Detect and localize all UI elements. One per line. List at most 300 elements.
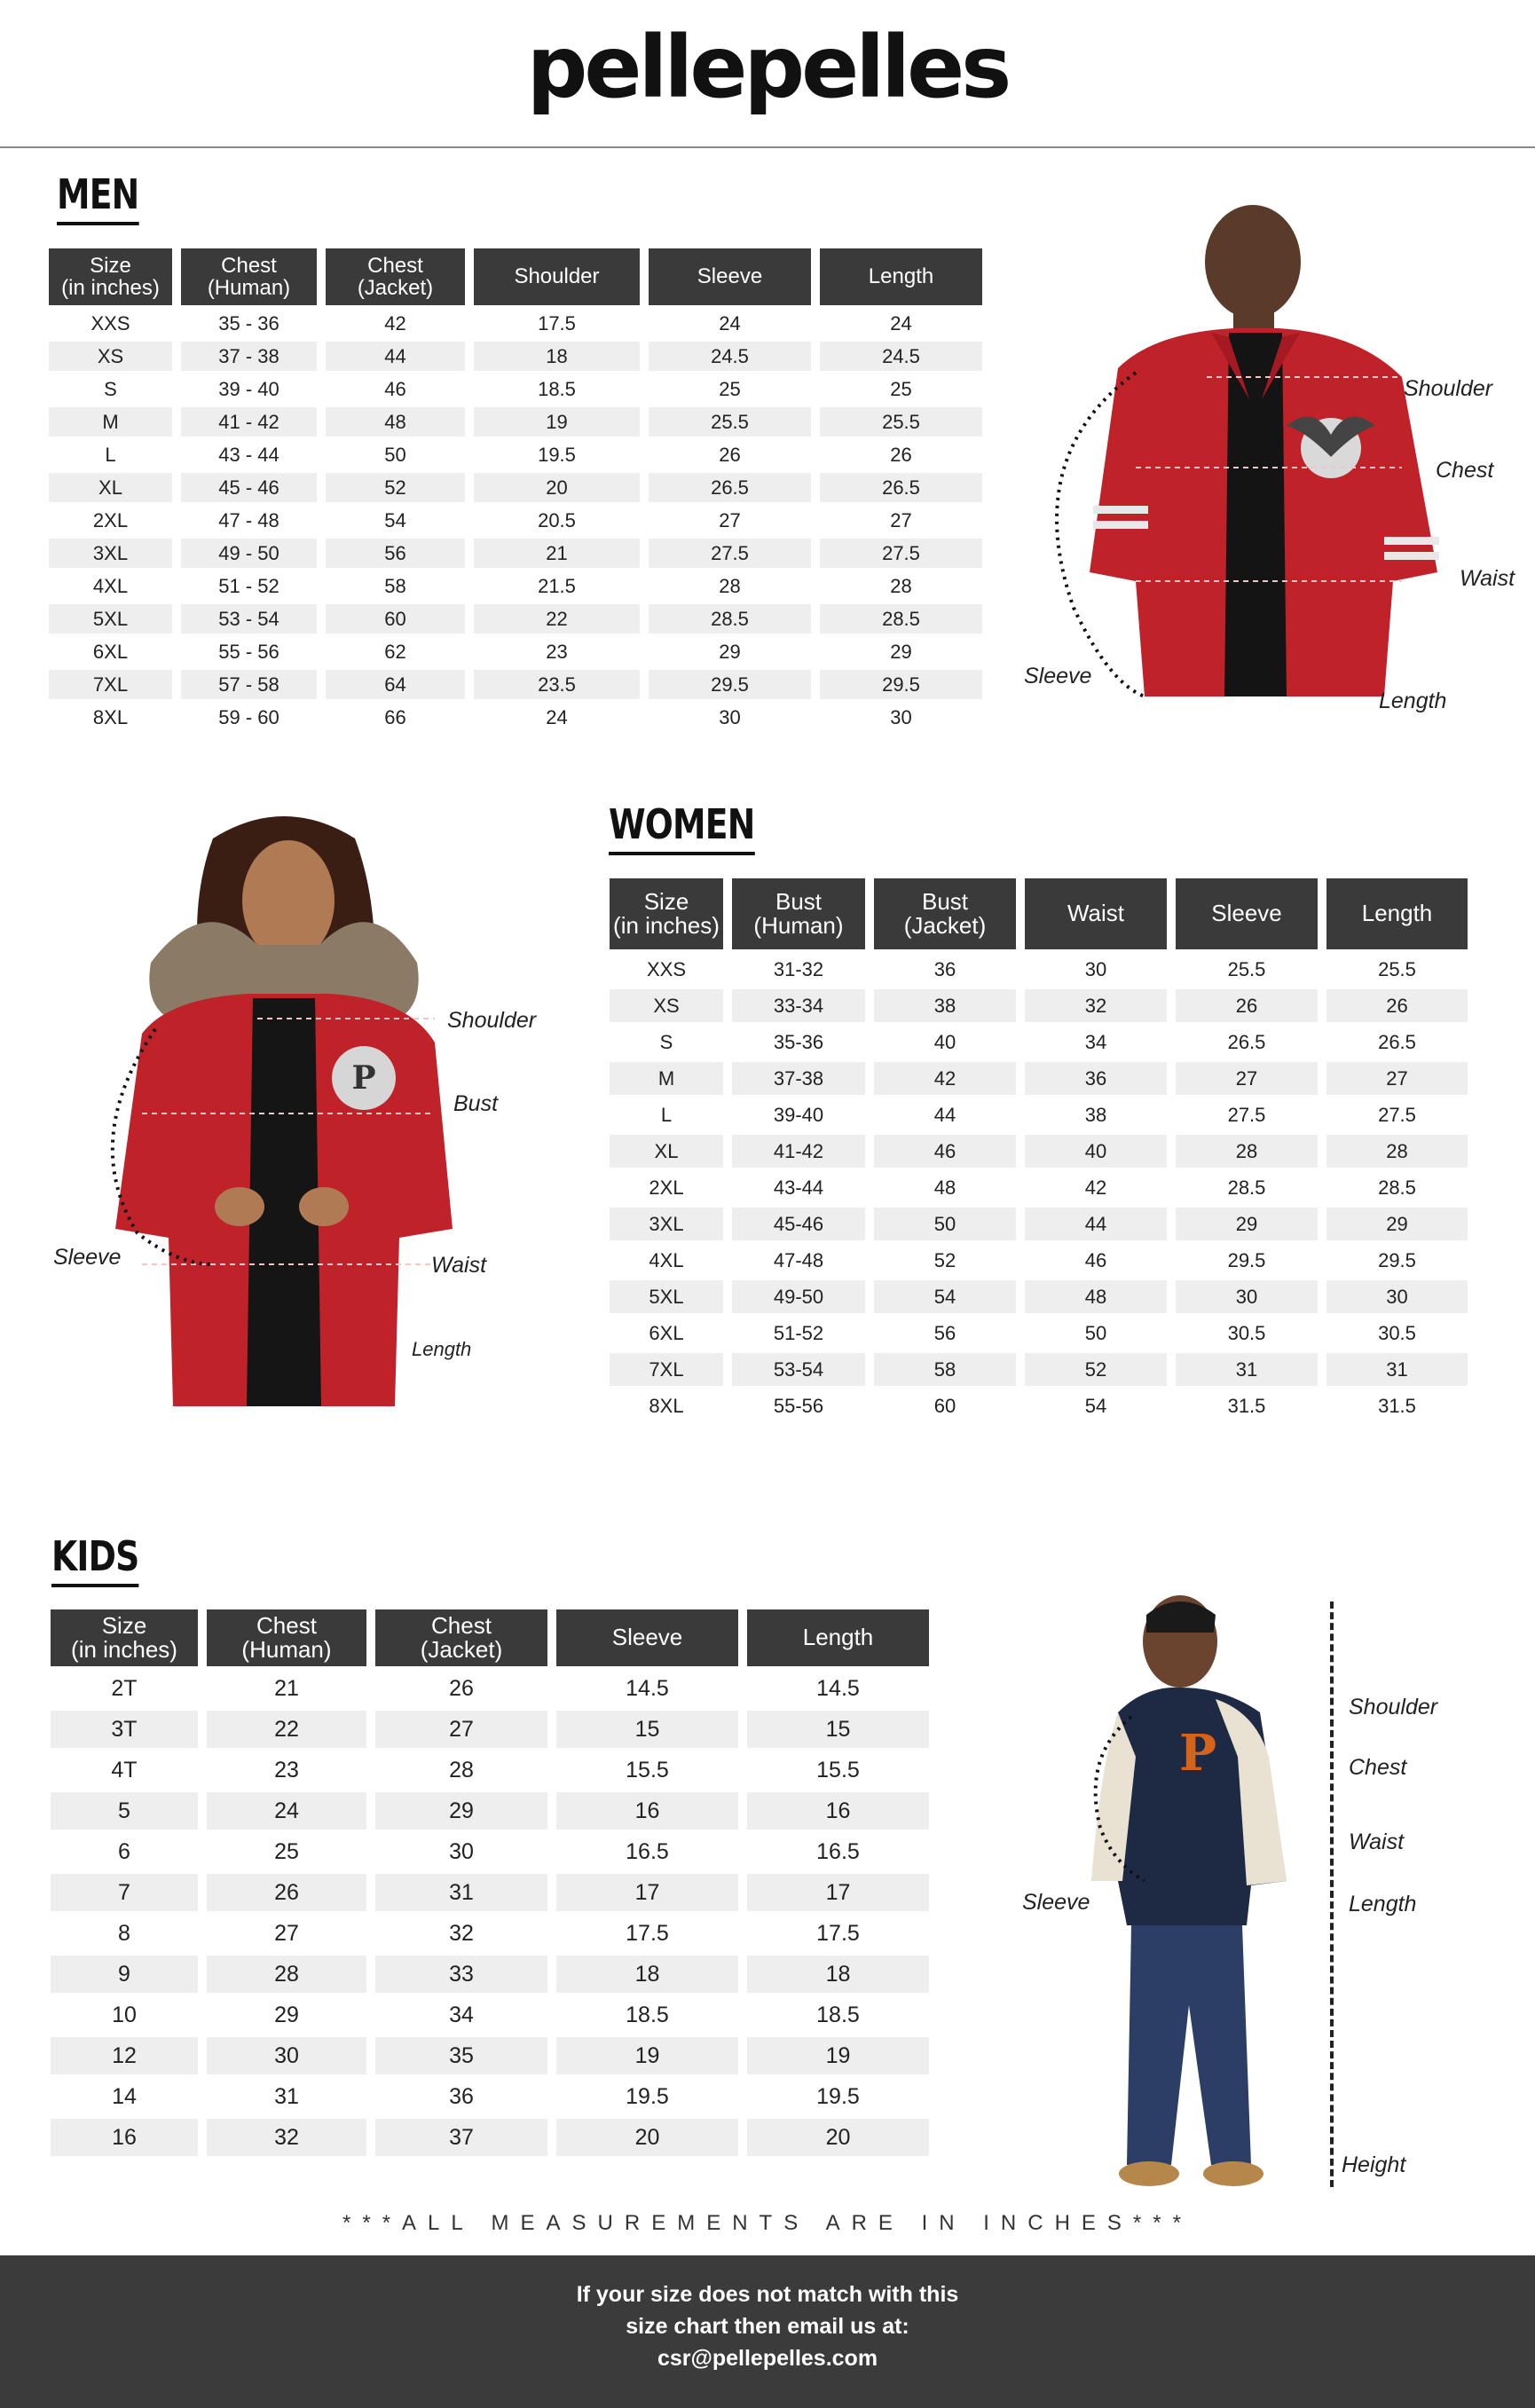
table-cell: 30 <box>719 705 741 728</box>
table-cell: 30 <box>1084 957 1107 980</box>
table-cell: 51-52 <box>773 1321 824 1344</box>
men-column-header: Chest (Human) <box>181 248 317 305</box>
table-cell: 20.5 <box>538 508 576 531</box>
table-cell: 17.5 <box>626 1920 669 1946</box>
table-cell: 5XL <box>49 604 172 633</box>
table-cell: 29 <box>1326 1208 1468 1240</box>
table-cell: 6XL <box>649 1321 684 1344</box>
men-label-shoulder: Shoulder <box>1404 376 1493 401</box>
women-model-photo <box>89 803 497 1415</box>
table-cell: 10 <box>112 2002 137 2027</box>
women-title-text: WOMEN <box>609 800 755 848</box>
table-cell: 30 <box>449 1838 474 1864</box>
table-cell: 6 <box>118 1838 130 1864</box>
kids-label-shoulder: Shoulder <box>1349 1695 1438 1719</box>
table-cell: 16.5 <box>816 1838 860 1864</box>
table-row <box>51 1670 929 1707</box>
table-cell: 56 <box>933 1321 956 1344</box>
men-title-text: MEN <box>57 170 139 218</box>
table-cell: 38 <box>1084 1103 1107 1126</box>
table-cell: 25.5 <box>1378 957 1416 980</box>
table-cell: 51 - 52 <box>218 574 279 597</box>
table-cell: 49 - 50 <box>181 539 317 568</box>
kids-jacket-illustration <box>1065 1588 1349 2192</box>
kids-model-photo <box>1065 1588 1349 2192</box>
table-cell: 20 <box>747 2119 929 2156</box>
table-cell: 24 <box>546 705 568 728</box>
table-cell: 21 <box>474 539 640 568</box>
table-cell: 31 <box>274 2083 299 2109</box>
table-cell: 25 <box>719 377 741 400</box>
table-cell: 26 <box>207 1874 366 1911</box>
table-row <box>610 1317 1468 1350</box>
table-cell: 30 <box>1326 1280 1468 1313</box>
table-cell: 8 <box>118 1920 130 1946</box>
table-cell: 44 <box>933 1103 956 1126</box>
table-row <box>49 670 982 699</box>
table-cell: 21 <box>274 1675 299 1701</box>
women-header-row <box>610 878 1468 949</box>
kids-label-length: Length <box>1349 1892 1417 1916</box>
table-row <box>610 1135 1468 1168</box>
table-cell: 17.5 <box>816 1920 860 1946</box>
table-cell: 29 <box>719 640 741 663</box>
table-row <box>49 539 982 568</box>
table-cell: 25.5 <box>649 407 811 437</box>
table-cell: XL <box>610 1135 723 1168</box>
table-cell: 3XL <box>49 539 172 568</box>
table-cell: 14 <box>112 2083 137 2109</box>
table-cell: 30 <box>890 705 912 728</box>
table-cell: 28 <box>449 1757 474 1782</box>
table-cell: 7 <box>51 1874 198 1911</box>
table-row <box>51 2119 929 2156</box>
table-cell: 38 <box>874 989 1016 1022</box>
table-cell: 56 <box>326 539 465 568</box>
table-cell: 52 <box>326 473 465 502</box>
table-cell: 23.5 <box>474 670 640 699</box>
table-cell: S <box>104 377 117 400</box>
table-cell: 33 <box>375 1956 547 1993</box>
table-cell: 7XL <box>610 1353 723 1386</box>
table-cell: 27 <box>890 508 912 531</box>
table-cell: 40 <box>933 1030 956 1053</box>
table-cell: S <box>659 1030 673 1053</box>
table-cell: 58 <box>384 574 406 597</box>
table-cell: 24.5 <box>820 342 982 371</box>
table-cell: 29.5 <box>1227 1248 1266 1271</box>
table-cell: 20 <box>556 2119 738 2156</box>
table-cell: 53-54 <box>732 1353 865 1386</box>
men-column-header: Shoulder <box>474 248 640 305</box>
table-cell: 45 - 46 <box>181 473 317 502</box>
men-column-header: Size (in inches) <box>49 248 172 305</box>
women-label-bust: Bust <box>453 1091 499 1116</box>
table-row <box>51 2037 929 2074</box>
table-cell: 18 <box>474 342 640 371</box>
table-cell: 64 <box>326 670 465 699</box>
kids-title-underline <box>51 1584 138 1587</box>
men-title-underline <box>57 222 138 225</box>
table-row <box>51 1833 929 1870</box>
table-cell: 15 <box>556 1711 738 1748</box>
table-cell: 57 - 58 <box>181 670 317 699</box>
table-cell: 26.5 <box>649 473 811 502</box>
table-cell: 28.5 <box>649 604 811 633</box>
table-row <box>49 506 982 535</box>
table-cell: L <box>660 1103 673 1126</box>
table-row <box>610 1026 1468 1058</box>
kids-title-text: KIDS <box>51 1532 139 1580</box>
table-cell: 41 - 42 <box>181 407 317 437</box>
table-cell: 4XL <box>649 1248 684 1271</box>
table-row <box>610 1171 1468 1204</box>
table-cell: 26 <box>719 443 741 466</box>
women-column-header: Sleeve <box>1176 878 1318 949</box>
table-cell: 2XL <box>92 508 129 531</box>
women-column-header: Size (in inches) <box>610 878 723 949</box>
table-cell: 26 <box>1176 989 1318 1022</box>
table-cell: 39 - 40 <box>218 377 279 400</box>
table-cell: 8XL <box>649 1394 684 1417</box>
men-column-header: Length <box>820 248 982 305</box>
kids-label-height: Height <box>1342 2152 1406 2177</box>
kids-label-chest: Chest <box>1349 1755 1407 1780</box>
table-cell: 50 <box>384 443 406 466</box>
table-cell: 59 - 60 <box>218 705 279 728</box>
table-cell: 15.5 <box>626 1757 669 1782</box>
table-cell: 28 <box>719 574 741 597</box>
table-cell: 54 <box>1084 1394 1107 1417</box>
table-cell: 40 <box>1025 1135 1167 1168</box>
kids-size-table <box>42 1606 938 2160</box>
table-cell: 27.5 <box>820 539 982 568</box>
men-label-waist: Waist <box>1460 566 1515 591</box>
men-label-sleeve: Sleeve <box>1024 664 1092 689</box>
table-cell: M <box>49 407 172 437</box>
table-cell: 27 <box>375 1711 547 1748</box>
women-size-table <box>601 875 1476 1426</box>
table-cell: 58 <box>874 1353 1016 1386</box>
table-cell: M <box>610 1062 723 1095</box>
table-cell: 26.5 <box>820 473 982 502</box>
table-row <box>49 309 982 338</box>
table-cell: 28 <box>1176 1135 1318 1168</box>
table-cell: 49-50 <box>732 1280 865 1313</box>
table-cell: 17 <box>747 1874 929 1911</box>
table-cell: 17.5 <box>538 311 576 334</box>
men-section-title <box>57 170 138 218</box>
page-header <box>0 0 1535 148</box>
table-cell: 27.5 <box>649 539 811 568</box>
kids-header-row <box>51 1609 929 1666</box>
table-row <box>49 703 982 732</box>
table-cell: 31-32 <box>773 957 824 980</box>
women-label-sleeve: Sleeve <box>53 1245 122 1270</box>
table-cell: 18 <box>747 1956 929 1993</box>
table-cell: 29 <box>375 1792 547 1830</box>
table-cell: 17 <box>556 1874 738 1911</box>
table-cell: 28.5 <box>820 604 982 633</box>
table-row <box>610 953 1468 986</box>
table-cell: 47 - 48 <box>218 508 279 531</box>
table-cell: 42 <box>874 1062 1016 1095</box>
table-cell: 25.5 <box>1227 957 1266 980</box>
table-cell: 35-36 <box>773 1030 824 1053</box>
table-cell: 32 <box>1025 989 1167 1022</box>
table-cell: 55 - 56 <box>218 640 279 663</box>
table-cell: 3T <box>51 1711 198 1748</box>
table-cell: 14.5 <box>626 1675 669 1701</box>
table-cell: 9 <box>51 1956 198 1993</box>
table-cell: 31.5 <box>1227 1394 1266 1417</box>
table-cell: 25.5 <box>820 407 982 437</box>
table-cell: 48 <box>933 1176 956 1199</box>
table-cell: 26.5 <box>1378 1030 1416 1053</box>
women-label-shoulder: Shoulder <box>447 1008 537 1033</box>
table-row <box>49 374 982 404</box>
table-cell: L <box>105 443 116 466</box>
table-cell: 62 <box>384 640 406 663</box>
table-cell: 19 <box>556 2037 738 2074</box>
table-cell: 37 - 38 <box>181 342 317 371</box>
table-cell: 12 <box>51 2037 198 2074</box>
table-cell: 18.5 <box>538 377 576 400</box>
kids-section-title <box>51 1532 138 1580</box>
table-cell: 43-44 <box>773 1176 824 1199</box>
women-column-header: Bust (Human) <box>732 878 865 949</box>
table-cell: 29.5 <box>1378 1248 1416 1271</box>
table-cell: 37-38 <box>732 1062 865 1095</box>
contact-footer <box>0 2255 1535 2408</box>
table-cell: 19.5 <box>816 2083 860 2109</box>
table-row <box>51 1996 929 2034</box>
kids-label-waist: Waist <box>1349 1830 1405 1854</box>
table-row <box>49 440 982 469</box>
table-cell: 19.5 <box>626 2083 669 2109</box>
footer-email-link[interactable]: csr@pellepelles.com <box>657 2346 878 2371</box>
table-row <box>610 1062 1468 1095</box>
table-cell: 45-46 <box>732 1208 865 1240</box>
women-title-underline <box>609 852 754 855</box>
table-row <box>49 604 982 633</box>
table-cell: 22 <box>474 604 640 633</box>
table-cell: 37 <box>375 2119 547 2156</box>
table-cell: 31 <box>1176 1353 1318 1386</box>
table-cell: 48 <box>326 407 465 437</box>
table-cell: 27 <box>1176 1062 1318 1095</box>
women-column-header: Length <box>1326 878 1468 949</box>
table-cell: 27 <box>274 1920 299 1946</box>
table-cell: 19 <box>747 2037 929 2074</box>
table-cell: 24 <box>719 311 741 334</box>
table-cell: 24.5 <box>649 342 811 371</box>
women-column-header: Bust (Jacket) <box>874 878 1016 949</box>
table-cell: 47-48 <box>773 1248 824 1271</box>
table-cell: XL <box>49 473 172 502</box>
table-cell: 18 <box>556 1956 738 1993</box>
table-cell: 30 <box>207 2037 366 2074</box>
table-cell: 15 <box>747 1711 929 1748</box>
table-cell: 30 <box>1176 1280 1318 1313</box>
table-row <box>610 1208 1468 1240</box>
table-cell: XXS <box>646 957 687 980</box>
table-cell: 29.5 <box>649 670 811 699</box>
table-cell: 29.5 <box>820 670 982 699</box>
table-cell: 36 <box>1025 1062 1167 1095</box>
table-row <box>51 1915 929 1952</box>
table-cell: 2T <box>111 1675 138 1701</box>
women-section-title <box>609 800 754 848</box>
table-cell: 46 <box>874 1135 1016 1168</box>
table-cell: XXS <box>91 311 130 334</box>
table-cell: 2XL <box>649 1176 684 1199</box>
table-cell: 46 <box>1084 1248 1107 1271</box>
table-cell: 4T <box>111 1757 138 1782</box>
svg-text:P: P <box>351 1059 376 1097</box>
table-cell: XS <box>49 342 172 371</box>
footer-line-2: size chart then email us at: <box>626 2314 909 2339</box>
table-cell: 26 <box>449 1675 474 1701</box>
table-cell: 28.5 <box>1227 1176 1266 1199</box>
table-cell: 35 <box>375 2037 547 2074</box>
table-row <box>610 1280 1468 1313</box>
table-row <box>49 407 982 437</box>
men-column-header: Sleeve <box>649 248 811 305</box>
table-cell: 34 <box>449 2002 474 2027</box>
table-row <box>51 1956 929 1993</box>
table-cell: 19 <box>474 407 640 437</box>
table-cell: 21.5 <box>538 574 576 597</box>
kids-column-header: Length <box>747 1609 929 1666</box>
table-cell: 4XL <box>92 574 129 597</box>
table-cell: 22 <box>207 1711 366 1748</box>
table-cell: 30.5 <box>1378 1321 1416 1344</box>
table-cell: 18.5 <box>626 2002 669 2027</box>
measurement-footnote: ***ALL MEASUREMENTS ARE IN INCHES*** <box>342 2211 1193 2235</box>
table-row <box>610 1098 1468 1131</box>
brand-logo: pellepelles <box>526 18 1009 117</box>
table-cell: 60 <box>326 604 465 633</box>
table-row <box>51 1751 929 1789</box>
svg-text:P: P <box>1178 1724 1217 1782</box>
table-cell: 16 <box>51 2119 198 2156</box>
table-cell: 28 <box>890 574 912 597</box>
table-cell: 46 <box>384 377 406 400</box>
table-cell: 54 <box>384 508 406 531</box>
table-cell: 29 <box>890 640 912 663</box>
table-cell: 16 <box>747 1792 929 1830</box>
table-cell: 27.5 <box>1378 1103 1416 1126</box>
table-cell: 42 <box>1084 1176 1107 1199</box>
table-cell: 3XL <box>610 1208 723 1240</box>
table-cell: 52 <box>1025 1353 1167 1386</box>
table-cell: 30.5 <box>1227 1321 1266 1344</box>
table-row <box>610 989 1468 1022</box>
table-row <box>51 1874 929 1911</box>
table-cell: 25 <box>274 1838 299 1864</box>
table-row <box>610 1389 1468 1422</box>
table-cell: 5 <box>51 1792 198 1830</box>
table-cell: 50 <box>1084 1321 1107 1344</box>
kids-column-header: Chest (Human) <box>207 1609 366 1666</box>
table-cell: 44 <box>326 342 465 371</box>
table-row <box>49 637 982 666</box>
table-cell: XS <box>610 989 723 1022</box>
kids-label-sleeve: Sleeve <box>1022 1890 1090 1915</box>
table-cell: 54 <box>874 1280 1016 1313</box>
table-cell: 29 <box>1176 1208 1318 1240</box>
table-cell: 29 <box>274 2002 299 2027</box>
men-column-header: Chest (Jacket) <box>326 248 465 305</box>
table-cell: 31 <box>1326 1353 1468 1386</box>
table-cell: 6XL <box>92 640 129 663</box>
table-row <box>610 1244 1468 1277</box>
men-size-table <box>40 245 991 736</box>
table-cell: 41-42 <box>732 1135 865 1168</box>
table-cell: 16 <box>556 1792 738 1830</box>
table-row <box>49 571 982 601</box>
table-cell: 24 <box>207 1792 366 1830</box>
table-cell: 25 <box>890 377 912 400</box>
table-cell: 24 <box>890 311 912 334</box>
table-row <box>49 473 982 502</box>
table-row <box>51 1711 929 1748</box>
table-cell: 44 <box>1025 1208 1167 1240</box>
table-cell: 26 <box>890 443 912 466</box>
table-cell: 20 <box>474 473 640 502</box>
table-cell: 14.5 <box>816 1675 860 1701</box>
table-row <box>51 1792 929 1830</box>
table-cell: 27.5 <box>1227 1103 1266 1126</box>
kids-column-header: Chest (Jacket) <box>375 1609 547 1666</box>
table-cell: 48 <box>1025 1280 1167 1313</box>
table-cell: 42 <box>384 311 406 334</box>
table-cell: 31.5 <box>1378 1394 1416 1417</box>
table-row <box>49 342 982 371</box>
table-cell: 60 <box>933 1394 956 1417</box>
table-cell: 50 <box>874 1208 1016 1240</box>
table-cell: 39-40 <box>773 1103 824 1126</box>
men-label-chest: Chest <box>1436 458 1494 483</box>
kids-column-header: Sleeve <box>556 1609 738 1666</box>
kids-height-guide <box>1330 1601 1334 2187</box>
table-cell: 33-34 <box>732 989 865 1022</box>
table-cell: 15.5 <box>816 1757 860 1782</box>
table-cell: 18.5 <box>816 2002 860 2027</box>
table-cell: 28.5 <box>1378 1176 1416 1199</box>
table-cell: 28 <box>207 1956 366 1993</box>
table-cell: 52 <box>933 1248 956 1271</box>
table-cell: 36 <box>933 957 956 980</box>
table-cell: 5XL <box>610 1280 723 1313</box>
table-cell: 43 - 44 <box>218 443 279 466</box>
table-cell: 34 <box>1084 1030 1107 1053</box>
table-cell: 66 <box>384 705 406 728</box>
table-cell: 8XL <box>92 705 129 728</box>
table-cell: 23 <box>274 1757 299 1782</box>
table-cell: 27 <box>1326 1062 1468 1095</box>
table-cell: 53 - 54 <box>181 604 317 633</box>
table-cell: 23 <box>546 640 568 663</box>
table-cell: 7XL <box>49 670 172 699</box>
footer-line-1: If your size does not match with this <box>576 2282 959 2307</box>
table-cell: 27 <box>719 508 741 531</box>
table-cell: 32 <box>207 2119 366 2156</box>
table-row <box>51 2078 929 2115</box>
women-jacket-illustration <box>89 803 497 1415</box>
table-cell: 26.5 <box>1227 1030 1266 1053</box>
